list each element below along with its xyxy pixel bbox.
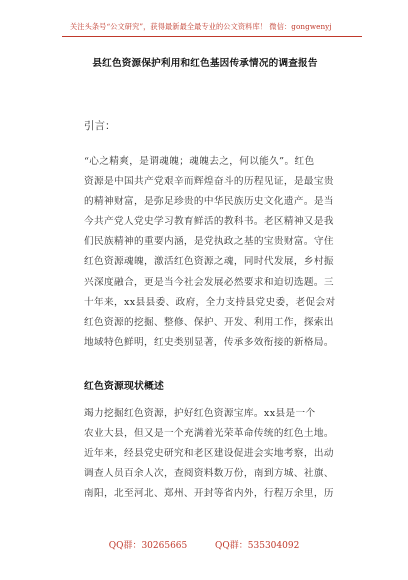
footer-qq-right: QQ群：535304092 — [215, 541, 300, 551]
paragraph-line: 近年来，经县党史研究和老区建设促进会实地考察，出动 — [84, 448, 334, 460]
header-banner: 关注头条号“公文研究”，获得最新最全最专业的公文资料库！ 微信：gongwenyj — [70, 22, 332, 31]
paragraph-line: 竭力挖掘红色资源，护好红色资源宝库。xx县是一个 — [84, 408, 316, 419]
document-title: 县红色资源保护利用和红色基因传承情况的调查报告 — [92, 58, 318, 69]
paragraph-line: 资源是中国共产党艰辛而辉煌奋斗的历程见证，是最宝贵 — [84, 176, 334, 188]
footer-contact — [0, 538, 408, 551]
paragraph-line: 地域特色鲜明，红史类别显著，传承多效衔接的新格局。 — [84, 336, 334, 348]
paragraph-line: 红色资源魂魄，激活红色资源之魂，同时代发展，乡村振 — [84, 256, 334, 268]
paragraph-line: 兴深度融合，更是当今社会发展必然要求和迫切选题。三 — [84, 276, 334, 288]
section-heading: 红色资源现状概述 — [84, 381, 164, 392]
intro-paragraph — [84, 152, 352, 353]
paragraph-line: 农业大县，但又是一个充满着光荣革命传统的红色土地。 — [84, 428, 334, 440]
paragraph-line: 南阳，北至河北、郑州、开封等省内外，行程万余里，历 — [84, 488, 334, 500]
intro-label: 引言： — [84, 120, 116, 132]
footer-qq-left: QQ群：30265665 — [108, 541, 188, 551]
paragraph-line: 们民族精神的重要内涵，是党执政之基的宝贵财富。守住 — [84, 236, 334, 248]
paragraph-line: 红色资源的挖掘、整修、保护、开发、利用工作，探索出 — [84, 316, 334, 328]
paragraph-line: 的精神财富，是弥足珍贵的中华民族历史文化遗产。是当 — [84, 196, 334, 208]
header-divider — [62, 36, 362, 37]
paragraph-line: 十年来，xx县县委、政府，全力支持县党史委，老促会对 — [84, 296, 336, 308]
paragraph-line: 今共产党人党史学习教育鲜活的教科书。老区精神又是我 — [84, 216, 334, 228]
section-paragraph — [84, 404, 352, 504]
paragraph-line: 调查人员百余人次，查阅资料数万份，南到方城、社旗、 — [84, 468, 334, 480]
paragraph-line: “心之精爽，是谓魂魄；魂魄去之，何以能久”。红色 — [84, 156, 315, 167]
